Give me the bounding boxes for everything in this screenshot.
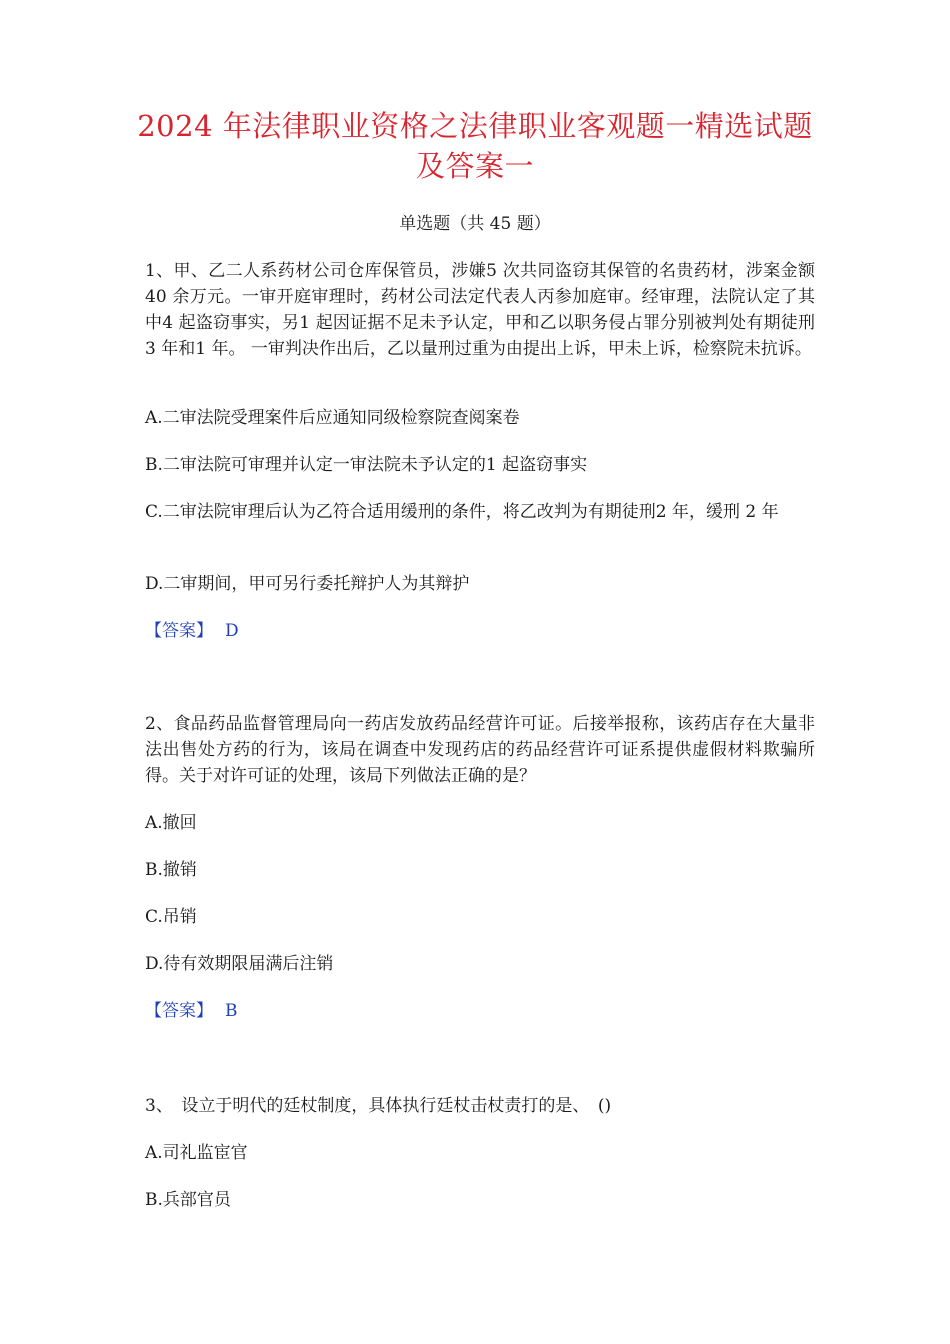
question-3-stem: 3、 设立于明代的廷杖制度，具体执行廷杖击杖责打的是、 () (145, 1096, 612, 1116)
answer-label: 【答案】 (145, 1001, 213, 1021)
question-2-option-c: C.吊销 (145, 907, 197, 927)
title-line-2: 及答案一 (415, 149, 534, 183)
question-1-option-b: B.二审法院可审理并认定一审法院未予认定的1 起盗窃事实 (145, 455, 588, 475)
question-3-option-a: A.司礼监宦官 (145, 1143, 248, 1163)
answer-value: B (225, 1001, 238, 1021)
section-heading: 单选题（共 45 题） (399, 214, 551, 234)
question-2-option-b: B.撤销 (145, 860, 197, 880)
document-title (120, 106, 830, 186)
question-3-option-b: B.兵部官员 (145, 1190, 231, 1210)
question-2-option-a: A.撤回 (145, 813, 197, 833)
question-2-answer (145, 998, 238, 1024)
answer-label: 【答案】 (145, 621, 213, 641)
question-2-option-d: D.待有效期限届满后注销 (145, 954, 334, 974)
question-1-answer (145, 618, 239, 644)
question-1-option-a: A.二审法院受理案件后应通知同级检察院查阅案卷 (145, 408, 520, 428)
question-2-stem: 2、食品药品监督管理局向一药店发放药品经营许可证。后接举报称，该药店存在大量非法出售处方药的行为，该局在调查中发现药店的药品经营许可证系提供虚假材料欺骗所得。关于对许可证的处理，该局下列做法正确的是？ (145, 714, 815, 786)
answer-value: D (225, 621, 239, 641)
question-1-option-c: C.二审法院审理后认为乙符合适用缓刑的条件，将乙改判为有期徒刑2 年，缓刑 2 年 (145, 502, 779, 522)
question-1-stem: 1、甲、乙二人系药材公司仓库保管员，涉嫌5 次共同盗窃其保管的名贵药材，涉案金额40 余万元。一审开庭审理时，药材公司法定代表人丙参加庭审。经审理，法院认定了其中4 起盗窃事实，另1 起因证据不足未予认定，甲和乙以职务侵占罪分别被判处有期徒刑3 年和1 年。 一审判决作出后，乙以量刑过重为由提出上诉，甲未上诉，检察院未抗诉。 (145, 261, 815, 359)
title-line-1: 2024 年法律职业资格之法律职业客观题一精选试题 (137, 109, 813, 143)
question-1-option-d: D.二审期间，甲可另行委托辩护人为其辩护 (145, 574, 470, 594)
